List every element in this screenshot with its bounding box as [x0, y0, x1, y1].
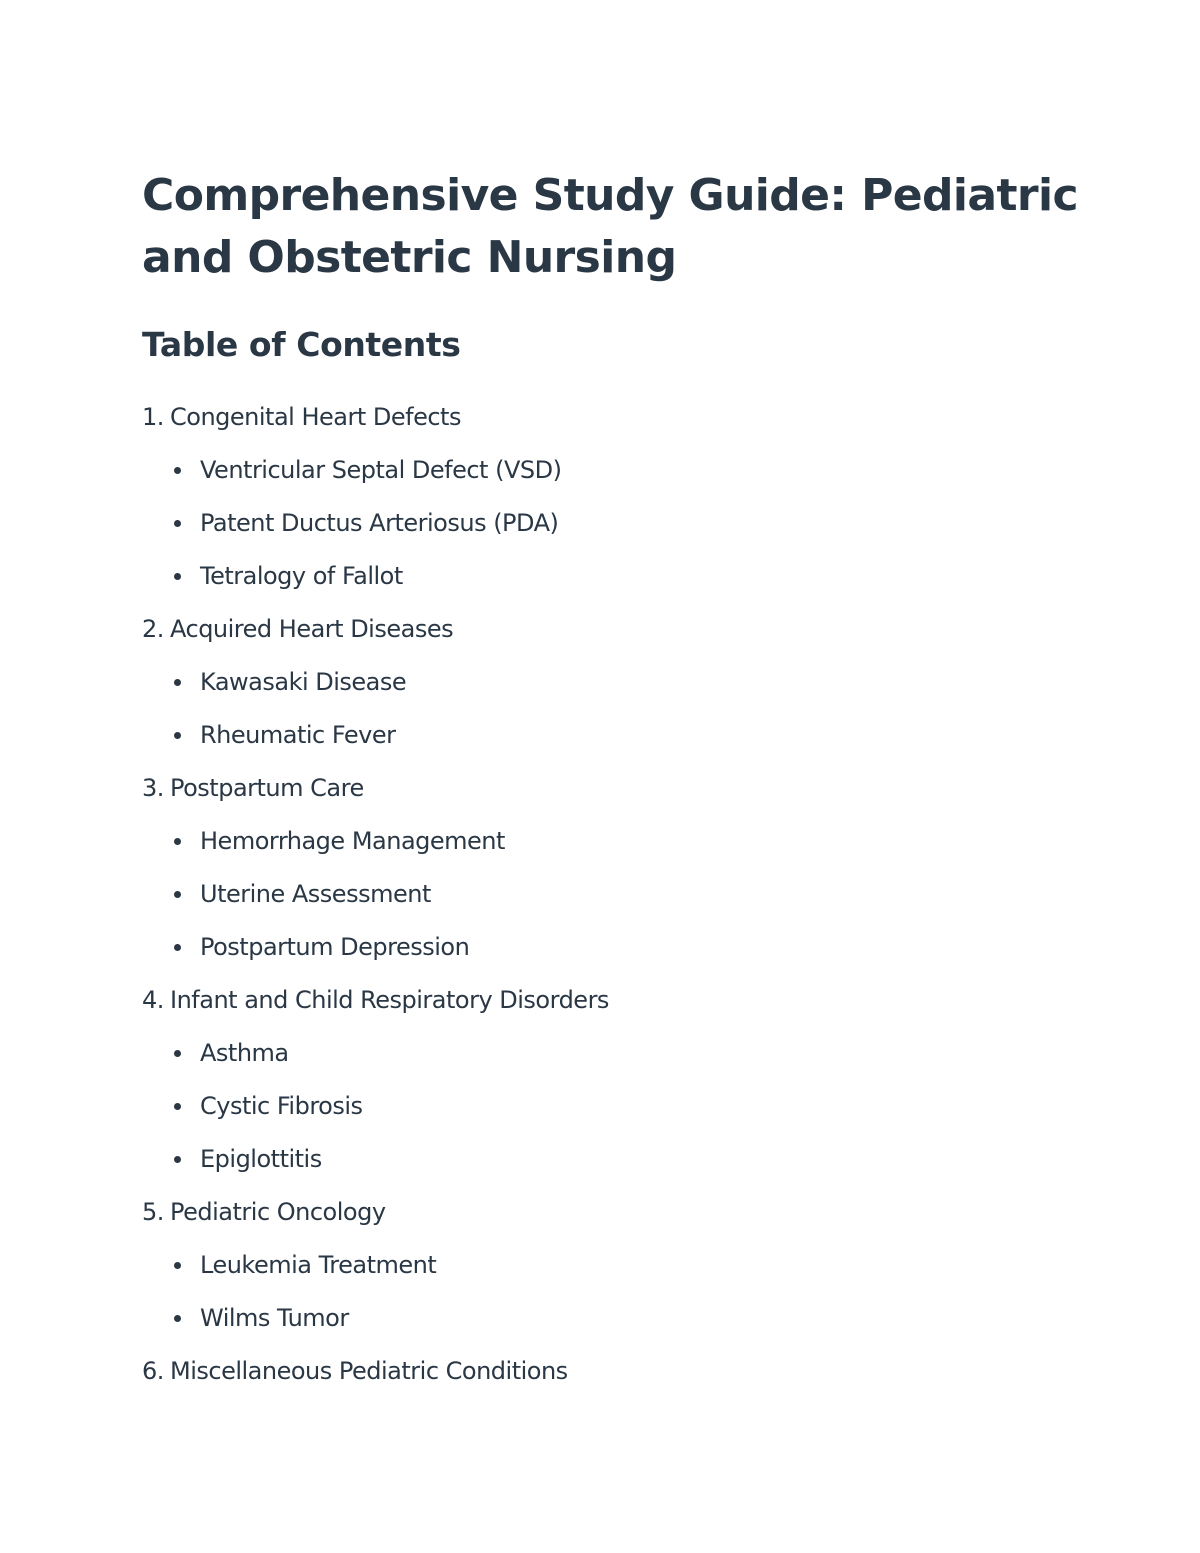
toc-item-number: 4.: [142, 986, 164, 1014]
document-page: [142, 165, 1082, 1408]
bullet-icon: [174, 732, 181, 739]
toc-subitem-label: Cystic Fibrosis: [200, 1092, 363, 1120]
toc-sublist: [142, 1037, 1082, 1175]
toc-subitem-label: Patent Ductus Arteriosus (PDA): [200, 509, 559, 537]
bullet-icon: [174, 573, 181, 580]
toc-subitem: [142, 1037, 1082, 1069]
toc-subitem: [142, 931, 1082, 963]
toc-item-label: Miscellaneous Pediatric Conditions: [170, 1357, 568, 1385]
toc-item-label: Postpartum Care: [170, 774, 364, 802]
bullet-icon: [174, 520, 181, 527]
toc-item-number: 5.: [142, 1198, 164, 1226]
toc-item-number: 2.: [142, 615, 164, 643]
toc-subitem-label: Rheumatic Fever: [200, 721, 396, 749]
toc-subitem-label: Hemorrhage Management: [200, 827, 505, 855]
toc-subitem-label: Tetralogy of Fallot: [200, 562, 403, 590]
toc-subitem-label: Kawasaki Disease: [200, 668, 407, 696]
toc-subitem: [142, 507, 1082, 539]
toc-item-respiratory-disorders: [142, 984, 1082, 1175]
toc-subitem-label: Leukemia Treatment: [200, 1251, 437, 1279]
toc-item-label: Infant and Child Respiratory Disorders: [170, 986, 609, 1014]
bullet-icon: [174, 1103, 181, 1110]
toc-subitem: [142, 1090, 1082, 1122]
toc-heading: Table of Contents: [142, 325, 461, 364]
bullet-icon: [174, 467, 181, 474]
bullet-icon: [174, 838, 181, 845]
bullet-icon: [174, 944, 181, 951]
toc-subitem: [142, 1249, 1082, 1281]
toc-item-label: Congenital Heart Defects: [170, 403, 461, 431]
toc-subitem-label: Ventricular Septal Defect (VSD): [200, 456, 562, 484]
toc-sublist: [142, 454, 1082, 592]
bullet-icon: [174, 1050, 181, 1057]
toc-subitem-label: Uterine Assessment: [200, 880, 431, 908]
toc-item-label: Pediatric Oncology: [170, 1198, 386, 1226]
toc-subitem: [142, 878, 1082, 910]
toc-item-number: 1.: [142, 403, 164, 431]
document-title: Comprehensive Study Guide: Pediatric and Obstetric Nursing: [142, 170, 1078, 283]
toc-subitem: [142, 666, 1082, 698]
toc-item-label: Acquired Heart Diseases: [170, 615, 454, 643]
table-of-contents: [142, 401, 1082, 1387]
bullet-icon: [174, 1156, 181, 1163]
toc-item-miscellaneous-conditions: [142, 1355, 1082, 1387]
toc-subitem-label: Epiglottitis: [200, 1145, 322, 1173]
toc-item-postpartum-care: [142, 772, 1082, 963]
bullet-icon: [174, 1262, 181, 1269]
bullet-icon: [174, 1315, 181, 1322]
bullet-icon: [174, 679, 181, 686]
toc-sublist: [142, 1249, 1082, 1334]
toc-item-number: 3.: [142, 774, 164, 802]
toc-subitem: [142, 719, 1082, 751]
toc-subitem: [142, 560, 1082, 592]
toc-item-pediatric-oncology: [142, 1196, 1082, 1334]
toc-item-congenital-heart-defects: [142, 401, 1082, 592]
toc-sublist: [142, 666, 1082, 751]
toc-subitem: [142, 1302, 1082, 1334]
toc-subitem-label: Wilms Tumor: [200, 1304, 349, 1332]
toc-subitem: [142, 454, 1082, 486]
toc-subitem-label: Postpartum Depression: [200, 933, 470, 961]
toc-subitem: [142, 825, 1082, 857]
toc-item-number: 6.: [142, 1357, 164, 1385]
toc-item-acquired-heart-diseases: [142, 613, 1082, 751]
toc-subitem: [142, 1143, 1082, 1175]
bullet-icon: [174, 891, 181, 898]
toc-subitem-label: Asthma: [200, 1039, 289, 1067]
toc-sublist: [142, 825, 1082, 963]
